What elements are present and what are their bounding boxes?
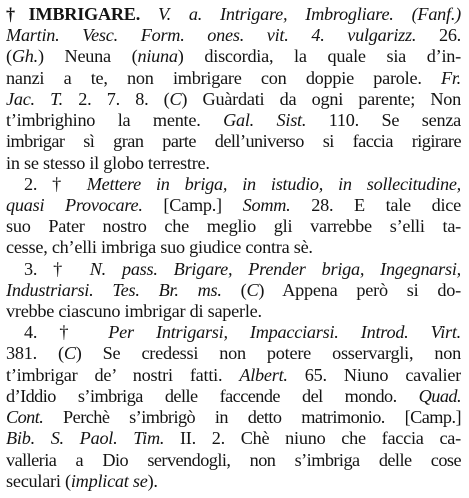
italic-text: Somm. — [242, 194, 291, 215]
italic-text: Gal. Sist. — [223, 110, 307, 131]
entry-line — [6, 407, 461, 428]
italic-text: Mettere in briga, in istudio, in sollecitudine, — [86, 173, 461, 194]
entry-line — [6, 153, 461, 174]
entry-line — [6, 471, 461, 492]
italic-text: (Fanf.) — [393, 4, 461, 24]
text-run — [140, 4, 158, 24]
italic-text: Gh. — [11, 46, 38, 67]
text-run: ) Guàrdati da ogni parente; Non — [181, 88, 461, 109]
italic-text: quasi Provocare. — [6, 194, 143, 215]
entry-line — [6, 450, 461, 471]
italic-text: C — [169, 88, 182, 109]
entry-line — [6, 301, 461, 322]
text-run: 381. ( — [6, 343, 64, 364]
text-run: 2. 7. 8. ( — [63, 88, 170, 109]
text-run: 28. E tale dice — [290, 194, 461, 215]
italic-text: Cont. — [6, 407, 44, 428]
italic-text: V. a. Intrigare, Imbrogliare. — [158, 4, 394, 24]
entry-line — [6, 280, 461, 301]
sense-heading-3 — [24, 259, 461, 280]
entry-line — [6, 343, 461, 364]
text-run: nanzi a te, non imbrigare con doppie parole. — [6, 67, 441, 88]
italic-text: Albert. — [239, 364, 288, 385]
sense-heading-4 — [24, 322, 461, 343]
text-run: valleria a Dio servendogli, non s’imbriga delle cose — [6, 449, 461, 470]
text-run: t’imbrigar de’ nostri fatti. — [6, 364, 240, 385]
italic-text: Bib. S. Paol. Tim. — [6, 428, 165, 449]
text-run: in se stesso il globo terrestre. — [6, 152, 210, 173]
italic-text: Jac. T. — [6, 88, 63, 109]
entry-line — [6, 216, 461, 237]
text-run: ) Se credessi non potere osservargli, non — [75, 343, 461, 364]
text-run: ( — [221, 279, 247, 300]
text-run: 3. † — [24, 258, 90, 279]
sense-heading-2 — [24, 174, 461, 195]
entry-line — [6, 110, 461, 131]
italic-text: Industriarsi. Tes. Br. ms. — [6, 279, 222, 300]
text-run: Perchè s’imbrigò in detto matrimonio. [Camp.] — [43, 407, 461, 428]
text-run: II. 2. Chè niuno che faccia ca- — [164, 428, 461, 449]
text-run: t’imbrighino la mente. — [6, 110, 224, 131]
text-run: suo Pater nostro che meglio gli varrebbe s’elli ta- — [6, 216, 461, 237]
text-run: 4. † — [24, 322, 109, 343]
italic-text: N. pass. Brigare, Prender briga, Ingegnarsi, — [89, 258, 461, 279]
italic-text: Per Intrigarsi, Impacciarsi. Introd. Virt. — [108, 322, 461, 343]
text-run: vrebbe ciascuno imbrigar di saperle. — [6, 301, 262, 322]
text-run: ). — [147, 470, 158, 491]
text-run: ( — [6, 46, 12, 67]
text-run: imbrigar sì gran parte dell’universo si faccia rigirare — [6, 131, 461, 152]
entry-line — [6, 428, 461, 449]
text-run: 2. † — [24, 173, 87, 194]
entry-line — [6, 195, 461, 216]
headword: †IMBRIGARE. — [6, 4, 141, 24]
text-run: ) Appena però si do- — [258, 279, 461, 300]
entry-line — [6, 25, 461, 46]
italic-text: Quad. — [418, 385, 461, 406]
text-run: d’Iddio s’imbriga delle faccende del mondo. — [6, 385, 419, 406]
text-run: [Camp.] — [142, 194, 243, 215]
entry-line — [6, 4, 461, 25]
italic-text: Martin. Vesc. Form. ones. vit. 4. vulgarizz. — [6, 25, 417, 46]
text-run: cesse, ch’elli imbriga suo giudice contra sè. — [6, 237, 313, 258]
entry-line — [6, 89, 461, 110]
entry-line — [6, 68, 461, 89]
entry-line — [6, 46, 461, 67]
text-run: ) Neuna ( — [37, 46, 138, 67]
italic-text: C — [63, 343, 76, 364]
italic-text: niuna — [137, 46, 178, 67]
text-run: 65. Niuno cavalier — [287, 364, 461, 385]
italic-text: C — [246, 279, 259, 300]
italic-text: Fr. — [440, 67, 461, 88]
entry-line — [6, 365, 461, 386]
text-run: ) discordia, la quale sia d’in- — [177, 46, 461, 67]
text-run: 110. Se senza — [306, 110, 461, 131]
text-run: seculari ( — [6, 470, 71, 491]
entry-line — [6, 386, 461, 407]
text-run: 26. — [416, 25, 461, 46]
italic-text: implicat se — [70, 470, 148, 491]
entry-line — [6, 237, 461, 258]
entry-line — [6, 131, 461, 152]
